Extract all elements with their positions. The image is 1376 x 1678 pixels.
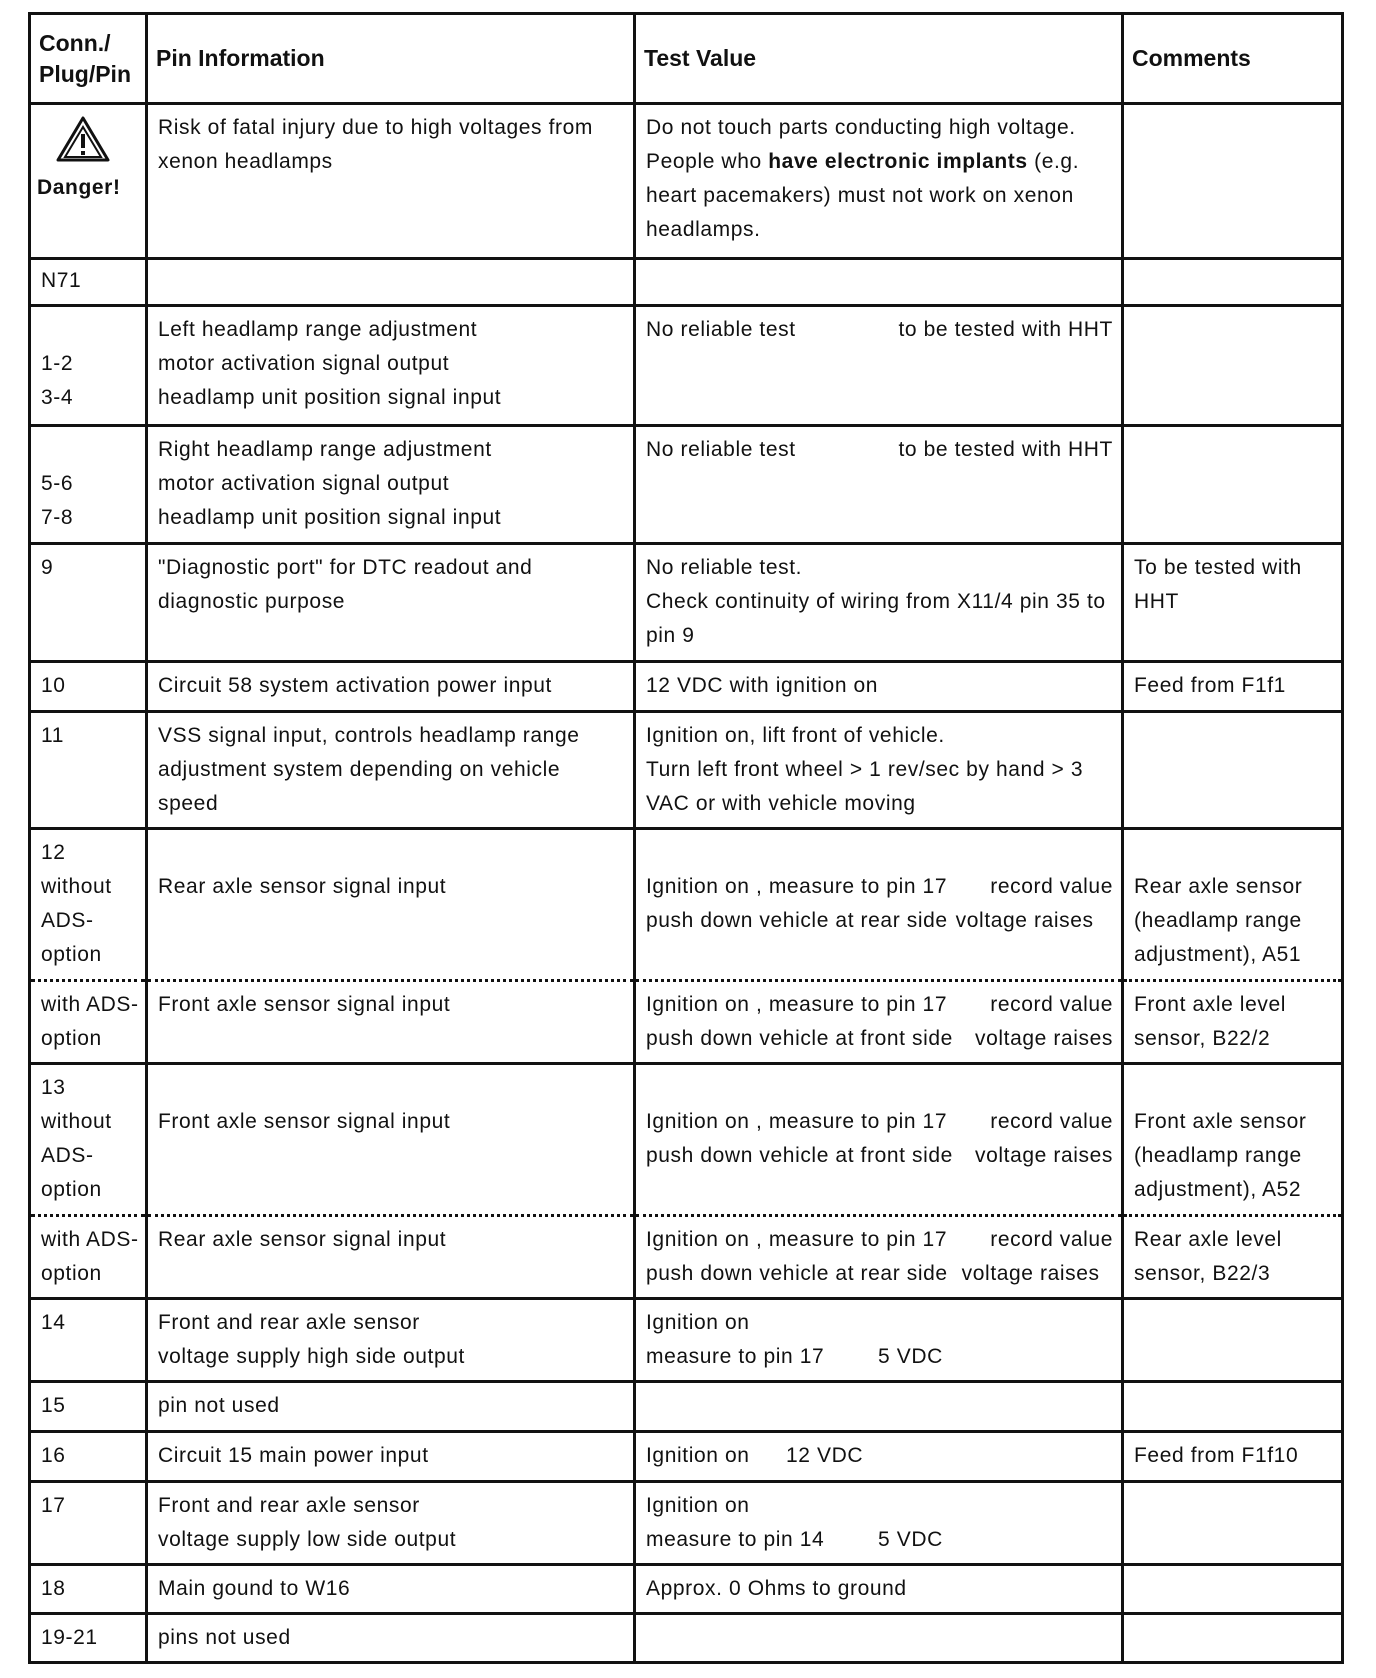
- cell-test-13b: Ignition on , measure to pin 17 record value push down vehicle at rear side voltage raises: [635, 1216, 1123, 1299]
- cell-info-13b: Rear axle sensor signal input: [147, 1216, 635, 1299]
- cell-conn-18: 18: [30, 1565, 147, 1614]
- cell-comments-16: Feed from F1f10: [1123, 1432, 1343, 1482]
- cell-test-16: Ignition on 12 VDC: [635, 1432, 1123, 1482]
- cell-conn-15: 15: [30, 1382, 147, 1432]
- table-row-5-8: [30, 426, 1343, 544]
- cell-info-17: Front and rear axle sensor voltage supply low side output: [147, 1482, 635, 1565]
- cell-info-16: Circuit 15 main power input: [147, 1432, 635, 1482]
- cell-test-12b: Ignition on , measure to pin 17 record value push down vehicle at front side voltage raises: [635, 981, 1123, 1064]
- cell-conn-14: 14: [30, 1299, 147, 1382]
- cell-conn-1-4: 1-2 3-4: [30, 306, 147, 426]
- cell-info-9: "Diagnostic port" for DTC readout and diagnostic purpose: [147, 544, 635, 662]
- table-row-15: [30, 1382, 1343, 1432]
- header-pin-info: Pin Information: [147, 14, 635, 104]
- table-row-18: [30, 1565, 1343, 1614]
- cell-info-danger: Risk of fatal injury due to high voltages from xenon headlamps: [147, 104, 635, 259]
- cell-comments-12b: Front axle level sensor, B22/2: [1123, 981, 1343, 1064]
- cell-comments-9: To be tested with HHT: [1123, 544, 1343, 662]
- cell-test-danger: Do not touch parts conducting high voltage. People who have electronic implants (e.g. heart pacemakers) must not work on xenon headlamps.: [635, 104, 1123, 259]
- table-row-16: [30, 1432, 1343, 1482]
- warning-triangle-icon: [55, 115, 111, 163]
- table-row-17: [30, 1482, 1343, 1565]
- cell-info-15: pin not used: [147, 1382, 635, 1432]
- cell-info-13a: Front axle sensor signal input: [147, 1064, 635, 1216]
- header-test-value: Test Value: [635, 14, 1123, 104]
- cell-test-17: Ignition on measure to pin 14 5 VDC: [635, 1482, 1123, 1565]
- cell-test-10: 12 VDC with ignition on: [635, 662, 1123, 712]
- cell-info-12b: Front axle sensor signal input: [147, 981, 635, 1064]
- table-row-13-without-ads: [30, 1064, 1343, 1216]
- cell-test-11: Ignition on, lift front of vehicle. Turn left front wheel > 1 rev/sec by hand > 3 VAC or with vehicle moving: [635, 712, 1123, 829]
- cell-info-1-4: Left headlamp range adjustment motor activation signal output headlamp unit position signal input: [147, 306, 635, 426]
- table-row-14: [30, 1299, 1343, 1382]
- table-row-19-21: [30, 1614, 1343, 1663]
- cell-conn-19-21: 19-21: [30, 1614, 147, 1663]
- table-row-n71: [30, 259, 1343, 306]
- cell-conn-13b: with ADS- option: [30, 1216, 147, 1299]
- cell-test-12a: Ignition on , measure to pin 17 record value push down vehicle at rear side voltage raises: [635, 829, 1123, 981]
- pin-table: [28, 12, 1344, 1664]
- cell-conn-n71: N71: [30, 259, 147, 306]
- table-row-9: [30, 544, 1343, 662]
- cell-test-9: No reliable test. Check continuity of wiring from X11/4 pin 35 to pin 9: [635, 544, 1123, 662]
- cell-comments-10: Feed from F1f1: [1123, 662, 1343, 712]
- cell-test-13a: Ignition on , measure to pin 17 record value push down vehicle at front side voltage raises: [635, 1064, 1123, 1216]
- danger-label: Danger!: [37, 176, 121, 199]
- table-row-12-without-ads: [30, 829, 1343, 981]
- table-row-10: [30, 662, 1343, 712]
- cell-conn-12a: 12 without ADS- option: [30, 829, 147, 981]
- table-row-11: [30, 712, 1343, 829]
- pin-table-sheet: [28, 12, 1341, 1664]
- cell-conn-danger: [30, 104, 147, 259]
- cell-comments-13a: Front axle sensor (headlamp range adjustment), A52: [1123, 1064, 1343, 1216]
- cell-info-5-8: Right headlamp range adjustment motor activation signal output headlamp unit position signal input: [147, 426, 635, 544]
- cell-test-1-4: No reliable test to be tested with HHT: [635, 306, 1123, 426]
- cell-conn-5-8: 5-6 7-8: [30, 426, 147, 544]
- cell-conn-9: 9: [30, 544, 147, 662]
- cell-info-12a: Rear axle sensor signal input: [147, 829, 635, 981]
- cell-test-14: Ignition on measure to pin 17 5 VDC: [635, 1299, 1123, 1382]
- header-comments: Comments: [1123, 14, 1343, 104]
- header-conn: Conn./ Plug/Pin: [30, 14, 147, 104]
- cell-test-18: Approx. 0 Ohms to ground: [635, 1565, 1123, 1614]
- cell-conn-12b: with ADS- option: [30, 981, 147, 1064]
- table-row-1-4: [30, 306, 1343, 426]
- header-row: [30, 14, 1343, 104]
- table-row-13-with-ads: [30, 1216, 1343, 1299]
- cell-info-14: Front and rear axle sensor voltage supply high side output: [147, 1299, 635, 1382]
- cell-conn-16: 16: [30, 1432, 147, 1482]
- cell-info-19-21: pins not used: [147, 1614, 635, 1663]
- cell-comments-13b: Rear axle level sensor, B22/3: [1123, 1216, 1343, 1299]
- cell-test-5-8: No reliable test to be tested with HHT: [635, 426, 1123, 544]
- cell-conn-11: 11: [30, 712, 147, 829]
- cell-info-18: Main gound to W16: [147, 1565, 635, 1614]
- table-row-12-with-ads: [30, 981, 1343, 1064]
- cell-conn-10: 10: [30, 662, 147, 712]
- cell-info-10: Circuit 58 system activation power input: [147, 662, 635, 712]
- table-row-danger: [30, 104, 1343, 259]
- cell-conn-13a: 13 without ADS- option: [30, 1064, 147, 1216]
- cell-info-11: VSS signal input, controls headlamp range adjustment system depending on vehicle speed: [147, 712, 635, 829]
- cell-comments-12a: Rear axle sensor (headlamp range adjustment), A51: [1123, 829, 1343, 981]
- cell-comments-danger: [1123, 104, 1343, 259]
- cell-conn-17: 17: [30, 1482, 147, 1565]
